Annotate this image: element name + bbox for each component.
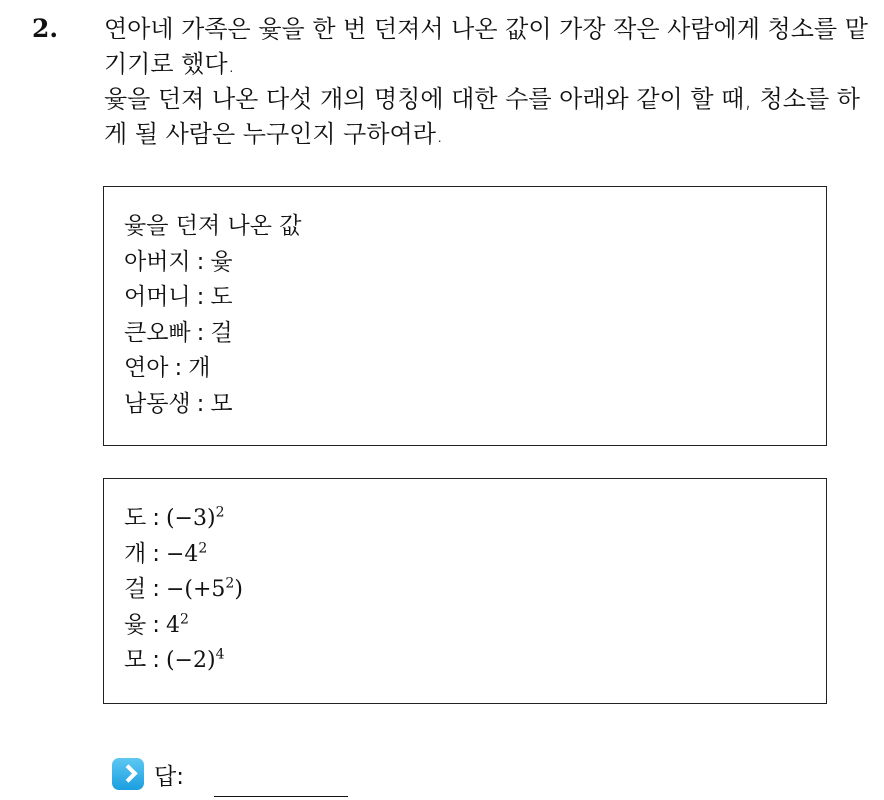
result-row	[124, 316, 826, 352]
value-expression	[166, 542, 207, 567]
answer-blank-line[interactable]	[214, 796, 348, 797]
results-title: 윷을 던져 나온 값	[124, 213, 302, 239]
question-paragraph: 연아네 가족은 윷을 한 번 던져서 나온 값이 가장 작은 사람에게 청소를 맡기기로 했다.	[104, 15, 868, 78]
separator: :	[174, 355, 183, 381]
result-value: 개	[188, 355, 211, 381]
chevron-right-icon	[112, 758, 144, 790]
result-row	[124, 387, 826, 423]
question-text	[104, 12, 874, 152]
yut-name: 걸	[124, 576, 147, 602]
expression-exponent: 2	[215, 504, 225, 521]
yut-name: 도	[124, 505, 147, 531]
result-row	[124, 280, 826, 316]
separator: :	[152, 505, 160, 531]
result-row	[124, 245, 826, 281]
person-name: 아버지	[124, 248, 191, 275]
separator: :	[196, 319, 205, 346]
value-expression	[166, 613, 189, 638]
expression-base: (−3)	[165, 506, 216, 531]
answer-row	[112, 757, 184, 791]
value-expression	[166, 506, 225, 531]
result-value: 걸	[210, 319, 233, 346]
yut-name: 개	[124, 540, 147, 567]
value-row	[124, 537, 826, 573]
value-row	[124, 501, 826, 537]
separator: :	[196, 390, 205, 417]
value-expression	[166, 648, 225, 673]
question-paragraph: 윷을 던져 나온 다섯 개의 명칭에 대한 수를 아래와 같이 할 때, 청소를 하게 될 사람은 누구인지 구하여라.	[104, 85, 860, 148]
separator: :	[152, 540, 160, 567]
expression-exponent: 4	[215, 646, 225, 663]
expression-exponent: 2	[198, 540, 208, 557]
result-value: 모	[210, 390, 233, 417]
value-row	[124, 643, 826, 679]
separator: :	[196, 248, 205, 275]
answer-label: 답:	[154, 763, 184, 790]
person-name: 남동생	[124, 390, 191, 417]
separator: :	[152, 647, 160, 673]
value-row	[124, 572, 826, 608]
person-name: 어머니	[124, 284, 191, 310]
expression-base: −(+5	[165, 577, 226, 602]
expression-tail: )	[234, 577, 243, 602]
expression-exponent: 2	[179, 611, 189, 628]
expression-base: 4	[165, 612, 180, 638]
yut-name: 윷	[124, 611, 147, 638]
value-row	[124, 608, 826, 644]
value-expression	[166, 577, 243, 602]
separator: :	[196, 284, 205, 310]
result-value: 도	[210, 284, 233, 310]
result-value: 윷	[210, 248, 233, 275]
person-name: 연아	[124, 355, 169, 381]
yut-values-box	[103, 478, 827, 704]
yut-results-box	[103, 186, 827, 446]
separator: :	[152, 576, 160, 602]
separator: :	[152, 611, 160, 638]
expression-exponent: 2	[225, 575, 235, 592]
expression-base: (−2)	[165, 648, 216, 673]
person-name: 큰오빠	[124, 319, 191, 346]
result-row	[124, 351, 826, 387]
expression-base: −4	[165, 541, 199, 567]
yut-name: 모	[124, 647, 147, 673]
question-number: 2.	[32, 14, 59, 43]
